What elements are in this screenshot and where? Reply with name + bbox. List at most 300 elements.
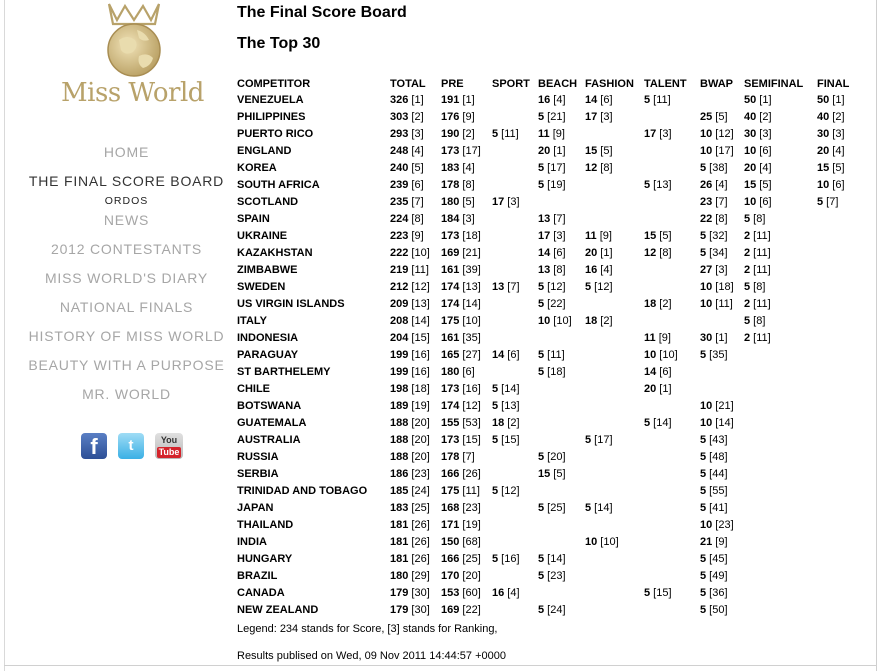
score-value: 5	[700, 247, 707, 259]
rank-value: [12]	[712, 128, 734, 140]
score-value: 15	[817, 162, 830, 174]
rank-value: [4]	[712, 179, 728, 191]
cell-competitor: TRINIDAD AND TOBAGO	[237, 485, 368, 497]
rank-value: [16]	[498, 553, 520, 565]
rank-value: [5]	[712, 111, 728, 123]
table-row	[237, 415, 857, 432]
cell-bwap	[700, 466, 744, 483]
cell-bwap	[700, 568, 744, 585]
cell-final	[817, 551, 857, 568]
cell-semifinal	[744, 330, 817, 347]
cell-final	[817, 568, 857, 585]
rank-value: [11]	[750, 230, 771, 242]
cell-sport	[492, 194, 538, 211]
score-value: 171	[441, 519, 460, 531]
score-value: 5	[744, 213, 751, 225]
table-row	[237, 313, 857, 330]
score-value: 2	[744, 332, 751, 344]
cell-sport	[492, 313, 538, 330]
cell-bwap	[700, 585, 744, 602]
cell-bwap	[700, 194, 744, 211]
rank-value: [1]	[459, 94, 475, 106]
rank-value: [22]	[544, 298, 566, 310]
cell-competitor: SPAIN	[237, 213, 270, 225]
rank-value: [11]	[750, 332, 771, 344]
rank-value: [12]	[498, 485, 520, 497]
rank-value: [55]	[706, 485, 728, 497]
score-table-header	[237, 76, 857, 92]
cell-competitor: SOUTH AFRICA	[237, 179, 320, 191]
cell-sport	[492, 568, 538, 585]
cell-sport	[492, 160, 538, 177]
rank-value: [68]	[459, 536, 481, 548]
cell-talent	[644, 211, 700, 228]
score-value: 14	[585, 94, 598, 106]
score-value: 173	[441, 383, 460, 395]
rank-value: [14]	[712, 417, 734, 429]
col-pre: PRE	[441, 78, 464, 90]
cell-beach	[538, 92, 585, 109]
cell-competitor: PHILIPPINES	[237, 111, 306, 123]
score-value: 5	[644, 587, 651, 599]
youtube-icon[interactable]	[155, 433, 183, 459]
score-value: 5	[538, 553, 545, 565]
rank-value: [4]	[459, 162, 475, 174]
rank-value: [2]	[656, 298, 672, 310]
rank-value: [17]	[459, 145, 481, 157]
rank-value: [14]	[498, 383, 520, 395]
cell-bwap	[700, 143, 744, 160]
cell-semifinal	[744, 602, 817, 619]
cell-pre	[441, 296, 492, 313]
score-value: 248	[390, 145, 409, 157]
score-value: 11	[585, 230, 597, 242]
cell-semifinal	[744, 551, 817, 568]
rank-value: [20]	[544, 451, 566, 463]
cell-beach	[538, 228, 585, 245]
table-row	[237, 126, 857, 143]
score-value: 5	[538, 179, 545, 191]
rank-value: [9]	[408, 230, 424, 242]
score-value: 5	[700, 162, 707, 174]
cell-total	[390, 517, 441, 534]
score-value: 40	[817, 111, 830, 123]
score-value: 179	[390, 604, 409, 616]
cell-semifinal	[744, 211, 817, 228]
cell-total	[390, 449, 441, 466]
score-value: 5	[700, 230, 707, 242]
cell-final	[817, 126, 857, 143]
score-value: 20	[538, 145, 551, 157]
cell-pre	[441, 126, 492, 143]
rank-value: [26]	[408, 519, 430, 531]
cell-total	[390, 551, 441, 568]
cell-total	[390, 483, 441, 500]
cell-competitor: HUNGARY	[237, 553, 293, 565]
cell-bwap	[700, 211, 744, 228]
cell-total	[390, 364, 441, 381]
cell-fashion	[585, 313, 644, 330]
nav-history-of-miss-world[interactable]: HISTORY OF MISS WORLD	[28, 328, 225, 344]
score-value: 185	[390, 485, 409, 497]
score-value: 12	[644, 247, 657, 259]
rank-value: [8]	[712, 213, 728, 225]
rank-value: [14]	[650, 417, 672, 429]
rank-value: [48]	[706, 451, 728, 463]
rank-value: [19]	[459, 519, 481, 531]
table-row	[237, 279, 857, 296]
cell-total	[390, 500, 441, 517]
rank-value: [23]	[459, 502, 481, 514]
score-value: 178	[441, 179, 460, 191]
cell-bwap	[700, 364, 744, 381]
cell-bwap	[700, 228, 744, 245]
cell-final	[817, 381, 857, 398]
rank-value: [13]	[498, 400, 520, 412]
cell-semifinal	[744, 296, 817, 313]
cell-sport	[492, 585, 538, 602]
rank-value: [9]	[655, 332, 671, 344]
cell-bwap	[700, 279, 744, 296]
rank-value: [35]	[706, 349, 728, 361]
rank-value: [12]	[459, 400, 481, 412]
nav-national-finals[interactable]: NATIONAL FINALS	[59, 299, 194, 315]
cell-pre	[441, 313, 492, 330]
cell-beach	[538, 160, 585, 177]
score-value: 223	[390, 230, 409, 242]
cell-sport	[492, 602, 538, 619]
cell-final	[817, 602, 857, 619]
score-value: 153	[441, 587, 460, 599]
rank-value: [5]	[408, 162, 424, 174]
score-value: 5	[538, 570, 545, 582]
score-value: 5	[538, 281, 545, 293]
cell-semifinal	[744, 245, 817, 262]
cell-talent	[644, 466, 700, 483]
cell-sport	[492, 432, 538, 449]
rank-value: [14]	[591, 502, 613, 514]
nav-news[interactable]: NEWS	[103, 212, 150, 228]
cell-pre	[441, 517, 492, 534]
rank-value: [18]	[408, 383, 430, 395]
cell-competitor: NEW ZEALAND	[237, 604, 319, 616]
cell-sport	[492, 245, 538, 262]
twitter-icon[interactable]: t	[118, 433, 144, 459]
cell-final	[817, 347, 857, 364]
rank-value: [7]	[550, 213, 566, 225]
cell-semifinal	[744, 585, 817, 602]
cell-talent	[644, 568, 700, 585]
score-value: 184	[441, 213, 460, 225]
score-value: 173	[441, 145, 460, 157]
rank-value: [4]	[408, 145, 424, 157]
score-value: 5	[492, 128, 499, 140]
score-value: 181	[390, 536, 409, 548]
score-value: 16	[585, 264, 598, 276]
cell-fashion	[585, 92, 644, 109]
cell-total	[390, 126, 441, 143]
nav-beauty-with-a-purpose[interactable]: BEAUTY WITH A PURPOSE	[28, 357, 225, 373]
rank-value: [38]	[706, 162, 728, 174]
rank-value: [1]	[712, 332, 728, 344]
score-value: 11	[538, 128, 550, 140]
rank-value: [3]	[829, 128, 845, 140]
score-value: 239	[390, 179, 409, 191]
cell-competitor: CANADA	[237, 587, 285, 599]
cell-beach	[538, 381, 585, 398]
cell-fashion	[585, 160, 644, 177]
cell-competitor: THAILAND	[237, 519, 294, 531]
cell-beach	[538, 398, 585, 415]
col-semifinal: SEMIFINAL	[744, 78, 804, 90]
score-value: 22	[700, 213, 713, 225]
nav-2012-contestants[interactable]: 2012 CONTESTANTS	[50, 241, 203, 257]
cell-total	[390, 432, 441, 449]
score-value: 2	[744, 230, 751, 242]
score-value: 18	[585, 315, 598, 327]
cell-total	[390, 466, 441, 483]
score-value: 181	[390, 519, 409, 531]
cell-beach	[538, 432, 585, 449]
score-value: 17	[644, 128, 657, 140]
rank-value: [20]	[408, 417, 430, 429]
rank-value: [26]	[459, 468, 481, 480]
cell-total	[390, 194, 441, 211]
cell-sport	[492, 330, 538, 347]
rank-value: [45]	[706, 553, 728, 565]
rank-value: [2]	[756, 111, 772, 123]
cell-talent	[644, 381, 700, 398]
rank-value: [11]	[408, 264, 429, 276]
score-value: 16	[492, 587, 505, 599]
rank-value: [3]	[756, 128, 772, 140]
score-value: 170	[441, 570, 460, 582]
rank-value: [50]	[706, 604, 728, 616]
table-row	[237, 500, 857, 517]
table-row	[237, 568, 857, 585]
rank-value: [26]	[408, 536, 430, 548]
score-value: 166	[441, 468, 460, 480]
cell-competitor: VENEZUELA	[237, 94, 304, 106]
cell-fashion	[585, 347, 644, 364]
rank-value: [41]	[706, 502, 728, 514]
score-value: 10	[700, 281, 713, 293]
score-value: 11	[644, 332, 656, 344]
rank-value: [22]	[459, 604, 481, 616]
rank-value: [30]	[408, 604, 430, 616]
miss-world-logo[interactable]	[55, 0, 215, 112]
rank-value: [34]	[706, 247, 728, 259]
crown-globe-icon	[95, 0, 173, 80]
cell-sport	[492, 296, 538, 313]
cell-competitor: GUATEMALA	[237, 417, 307, 429]
cell-total	[390, 211, 441, 228]
score-value: 174	[441, 298, 460, 310]
cell-talent	[644, 228, 700, 245]
table-row	[237, 143, 857, 160]
cell-sport	[492, 398, 538, 415]
table-row	[237, 211, 857, 228]
rank-value: [44]	[706, 468, 728, 480]
table-row	[237, 364, 857, 381]
rank-value: [9]	[596, 230, 612, 242]
score-value: 178	[441, 451, 460, 463]
main-nav	[5, 144, 248, 415]
rank-value: [2]	[829, 111, 845, 123]
table-row	[237, 177, 857, 194]
score-table-body	[237, 92, 857, 619]
nav-final-score-board[interactable]: THE FINAL SCORE BOARD	[28, 173, 225, 189]
facebook-icon[interactable]: f	[81, 433, 107, 459]
score-value: 40	[744, 111, 757, 123]
cell-pre	[441, 143, 492, 160]
cell-semifinal	[744, 313, 817, 330]
rank-value: [17]	[544, 162, 566, 174]
nav-mr-world[interactable]: MR. WORLD	[82, 386, 171, 402]
rank-value: [16]	[408, 349, 430, 361]
score-value: 188	[390, 434, 409, 446]
cell-beach	[538, 211, 585, 228]
cell-talent	[644, 449, 700, 466]
score-value: 180	[441, 366, 460, 378]
cell-pre	[441, 449, 492, 466]
rank-value: [6]	[756, 145, 772, 157]
cell-final	[817, 211, 857, 228]
cell-beach	[538, 534, 585, 551]
score-value: 5	[585, 502, 592, 514]
score-value: 25	[700, 111, 713, 123]
score-value: 5	[492, 485, 499, 497]
score-value: 176	[441, 111, 460, 123]
cell-competitor: ST BARTHELEMY	[237, 366, 331, 378]
score-value: 15	[644, 230, 657, 242]
cell-final	[817, 330, 857, 347]
score-value: 180	[441, 196, 460, 208]
rank-value: [27]	[459, 349, 481, 361]
cell-competitor: BRAZIL	[237, 570, 278, 582]
cell-fashion	[585, 211, 644, 228]
nav-sub-ordos[interactable]: ORDOS	[104, 195, 149, 207]
cell-pre	[441, 602, 492, 619]
rank-value: [5]	[550, 468, 566, 480]
youtube-icon-top: You	[160, 435, 178, 445]
cell-final	[817, 160, 857, 177]
cell-fashion	[585, 381, 644, 398]
score-value: 5	[744, 315, 751, 327]
cell-sport	[492, 92, 538, 109]
score-value: 2	[744, 247, 751, 259]
cell-sport	[492, 534, 538, 551]
rank-value: [3]	[656, 128, 672, 140]
score-value: 17	[585, 111, 598, 123]
score-value: 169	[441, 604, 460, 616]
cell-beach	[538, 500, 585, 517]
cell-final	[817, 296, 857, 313]
cell-talent	[644, 109, 700, 126]
published-timestamp: Results publised on Wed, 09 Nov 2011 14:44:57 +0000	[237, 650, 506, 662]
cell-pre	[441, 245, 492, 262]
cell-bwap	[700, 517, 744, 534]
cell-final	[817, 262, 857, 279]
nav-miss-worlds-diary[interactable]: MISS WORLD'S DIARY	[44, 270, 209, 286]
score-value: 2	[744, 298, 751, 310]
score-value: 16	[538, 94, 551, 106]
nav-home[interactable]: HOME	[103, 144, 150, 160]
cell-pre	[441, 177, 492, 194]
rank-value: [19]	[408, 400, 430, 412]
cell-beach	[538, 194, 585, 211]
cell-beach	[538, 296, 585, 313]
page-subtitle: The Top 30	[237, 35, 321, 52]
rank-value: [6]	[597, 94, 613, 106]
rank-value: [6]	[408, 179, 424, 191]
cell-pre	[441, 534, 492, 551]
cell-fashion	[585, 398, 644, 415]
rank-value: [8]	[750, 281, 766, 293]
cell-competitor: US VIRGIN ISLANDS	[237, 298, 345, 310]
score-value: 12	[585, 162, 598, 174]
rank-value: [8]	[459, 179, 475, 191]
rank-value: [10]	[408, 247, 430, 259]
rank-value: [16]	[408, 366, 430, 378]
cell-final	[817, 177, 857, 194]
cell-bwap	[700, 160, 744, 177]
cell-total	[390, 177, 441, 194]
score-value: 191	[441, 94, 460, 106]
cell-bwap	[700, 296, 744, 313]
cell-semifinal	[744, 517, 817, 534]
rank-value: [4]	[829, 145, 845, 157]
cell-fashion	[585, 534, 644, 551]
cell-semifinal	[744, 194, 817, 211]
cell-beach	[538, 279, 585, 296]
cell-talent	[644, 245, 700, 262]
cell-competitor: CHILE	[237, 383, 270, 395]
rank-value: [23]	[544, 570, 566, 582]
rank-value: [3]	[408, 128, 424, 140]
cell-beach	[538, 177, 585, 194]
cell-total	[390, 109, 441, 126]
score-value: 208	[390, 315, 409, 327]
score-value: 20	[585, 247, 598, 259]
rank-value: [15]	[650, 587, 672, 599]
table-row	[237, 262, 857, 279]
rank-value: [3]	[550, 230, 566, 242]
score-value: 173	[441, 230, 460, 242]
cell-sport	[492, 211, 538, 228]
cell-sport	[492, 415, 538, 432]
rank-value: [2]	[459, 128, 475, 140]
cell-final	[817, 398, 857, 415]
cell-competitor: RUSSIA	[237, 451, 279, 463]
score-value: 26	[700, 179, 713, 191]
score-value: 224	[390, 213, 409, 225]
cell-fashion	[585, 126, 644, 143]
score-value: 14	[538, 247, 551, 259]
score-value: 188	[390, 417, 409, 429]
score-value: 175	[441, 315, 460, 327]
rank-value: [11]	[750, 247, 771, 259]
score-value: 5	[538, 349, 545, 361]
rank-value: [7]	[823, 196, 839, 208]
cell-talent	[644, 262, 700, 279]
rank-value: [7]	[504, 281, 520, 293]
rank-value: [20]	[459, 570, 481, 582]
cell-pre	[441, 568, 492, 585]
cell-talent	[644, 279, 700, 296]
rank-value: [29]	[408, 570, 430, 582]
score-value: 173	[441, 434, 460, 446]
